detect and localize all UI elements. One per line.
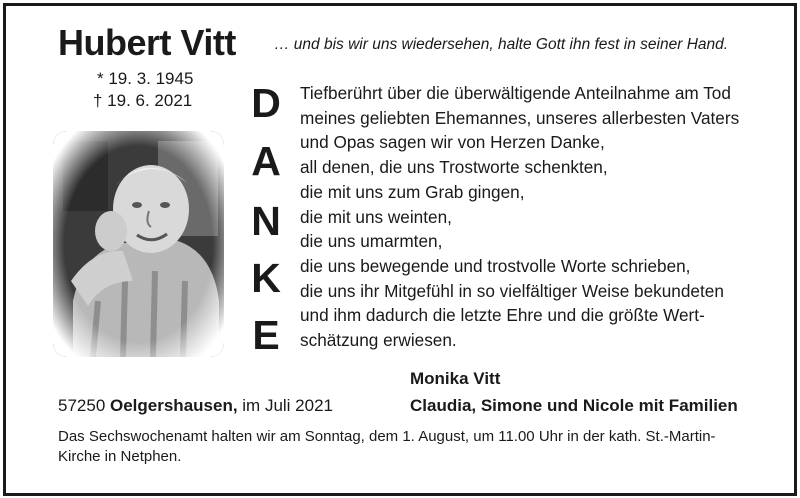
message-line: meines geliebten Ehemannes, unseres allerbesten Vaters — [300, 107, 740, 128]
portrait-photo — [53, 131, 224, 357]
danke-letter-e: E — [252, 312, 280, 358]
message-line: und Opas sagen wir von Herzen Danke, — [300, 132, 605, 153]
signature-family: Claudia, Simone und Nicole mit Familien — [410, 396, 738, 415]
danke-letter-a: A — [251, 138, 281, 184]
notice-line: Kirche in Netphen. — [58, 448, 182, 465]
death-date: † 19. 6. 2021 — [93, 91, 193, 110]
notice-line: Das Sechswochenamt halten wir am Sonntag, dem 1. August, um 11.00 Uhr in der kath. St.-Martin- — [58, 428, 716, 445]
motto-quote: … und bis wir uns wiedersehen, halte Gott ihn fest in seiner Hand. — [274, 36, 729, 53]
memorial-service-notice — [58, 427, 758, 467]
message-line: die uns ihr Mitgefühl in so vielfältiger Weise bekundeten — [300, 280, 724, 301]
message-line: die mit uns zum Grab gingen, — [300, 181, 525, 202]
postcode: 57250 — [58, 396, 110, 415]
message-line: und ihm dadurch die letzte Ehre und die größte Wert- — [300, 305, 705, 326]
town-name: Oelgershausen, — [110, 396, 243, 415]
message-line: all denen, die uns Trostworte schenkten, — [300, 157, 608, 178]
signature-widow: Monika Vitt — [410, 369, 501, 388]
danke-letter-k: K — [251, 255, 281, 301]
message-line: die uns bewegende und trostvolle Worte schrieben, — [300, 255, 691, 276]
message-line: die mit uns weinten, — [300, 206, 452, 227]
deceased-name: Hubert Vitt — [58, 22, 236, 63]
thank-you-message — [300, 81, 770, 353]
message-line: Tiefberührt über die überwältigende Anteilnahme am Tod — [300, 83, 731, 103]
portrait-image — [53, 131, 224, 357]
danke-letter-d: D — [251, 80, 281, 126]
message-line: schätzung erwiesen. — [300, 330, 457, 351]
danke-letter-n: N — [251, 198, 281, 244]
message-line: die uns umarmten, — [300, 231, 443, 252]
place-and-date — [58, 396, 333, 416]
birth-date: * 19. 3. 1945 — [97, 69, 194, 88]
date-text: im Juli 2021 — [242, 396, 333, 415]
